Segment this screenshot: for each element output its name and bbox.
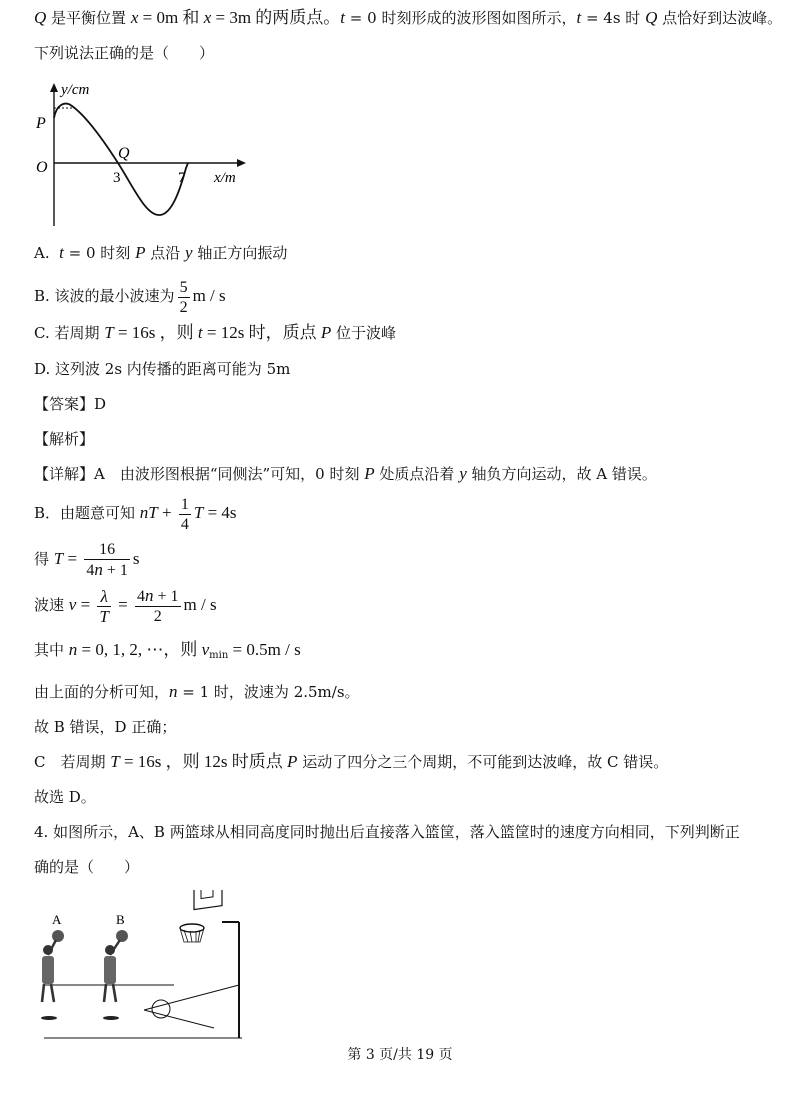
free-throw-circle — [152, 1000, 170, 1018]
option-a: A. t = 0 时刻 P 点沿 y 轴正方向振动 — [34, 243, 288, 262]
player-b-body — [104, 956, 116, 984]
detail-b-line1: B．由题意可知 nT + $\frac{1}{4}$ T = 4s — [34, 495, 237, 533]
backboard — [194, 890, 222, 910]
player-b-leg1 — [104, 984, 106, 1002]
option-d: D. 这列波 2s 内传播的距离可能为 5m — [34, 360, 291, 378]
player-a-leg2 — [51, 984, 54, 1002]
detail-b-line2: 得 T = $\frac{16}{4n + 1}$ s — [34, 541, 140, 579]
detail-b-line5: 由上面的分析可知，n = 1 时，波速为 2.5m/s。 — [34, 682, 360, 701]
player-b-leg2 — [113, 984, 116, 1002]
option-c: C. 若周期 T = 16s ，则 t = 12s 时，质点 P 位于波峰 — [34, 323, 397, 342]
detail-b-line6: 故 B 错误，D 正确； — [34, 718, 177, 736]
label-b: B — [116, 912, 125, 927]
page-footer: 第 3 页/共 19 页 — [347, 1047, 453, 1063]
q4-line1: 4. 如图所示，A、B 两篮球从相同高度同时抛出后直接落入篮筐，落入篮筐时的速度方向相同，下列判断正 — [34, 823, 740, 841]
court-key-line-2 — [144, 1010, 214, 1028]
y-axis-arrow — [50, 83, 58, 92]
tick-7-label: 7 — [178, 170, 186, 186]
tick-3-label: 3 — [113, 170, 121, 186]
ball-a — [52, 930, 64, 942]
detail-b-line3: 波速 v = $\frac{\lambda}{T}$ = $\frac{4n + 1}{2}$ m / s — [34, 586, 217, 626]
origin-label: O — [36, 159, 48, 176]
player-a-body — [42, 956, 54, 984]
y-axis-label: y/cm — [61, 82, 90, 98]
detail-c: C 若周期 T = 16s ，则 12s 时质点 P 运动了四分之三个周期，不可能到达波峰，故 C 错误。 — [34, 752, 669, 771]
answer-line: 【答案】D — [34, 395, 107, 413]
player-b — [103, 930, 128, 1020]
net — [180, 928, 204, 942]
player-a — [41, 930, 64, 1020]
player-a-leg1 — [42, 984, 44, 1002]
point-p-label: P — [36, 115, 46, 132]
detail-a: 【详解】A 由波形图根据“同侧法”可知，0 时刻 P 处质点沿着 y 轴负方向运动，故 A 错误。 — [34, 464, 657, 483]
q3-stem-line1: Q 是平衡位置 x = 0m 和 x = 3m 的两质点。t = 0 时刻形成的波形图如图所示，t = 4s 时 Q 点恰好到达波峰。 — [34, 8, 783, 27]
player-b-shadow — [103, 1016, 119, 1020]
wave-graph — [34, 78, 254, 233]
q3-stem-line2: 下列说法正确的是（ ） — [34, 44, 215, 62]
rim — [180, 924, 204, 932]
detail-b-line4: 其中 n = 0, 1, 2, ⋯，则 $v_{min} = 0.5m / s$ — [34, 640, 301, 661]
q4-line2: 确的是（ ） — [34, 858, 140, 876]
option-b: B. 该波的最小波速为 $\frac{5}{2}$ m / s — [34, 278, 226, 316]
choice-line: 故选 D。 — [34, 788, 96, 806]
point-q-label: Q — [118, 145, 130, 162]
x-axis-label: x/m — [214, 170, 236, 186]
label-a: A — [52, 912, 62, 927]
player-a-shadow — [41, 1016, 57, 1020]
basketball-figure — [34, 890, 264, 1040]
analysis-title: 【解析】 — [34, 430, 95, 448]
x-axis-arrow — [237, 159, 246, 167]
court-key-line — [144, 985, 239, 1010]
ball-b — [116, 930, 128, 942]
